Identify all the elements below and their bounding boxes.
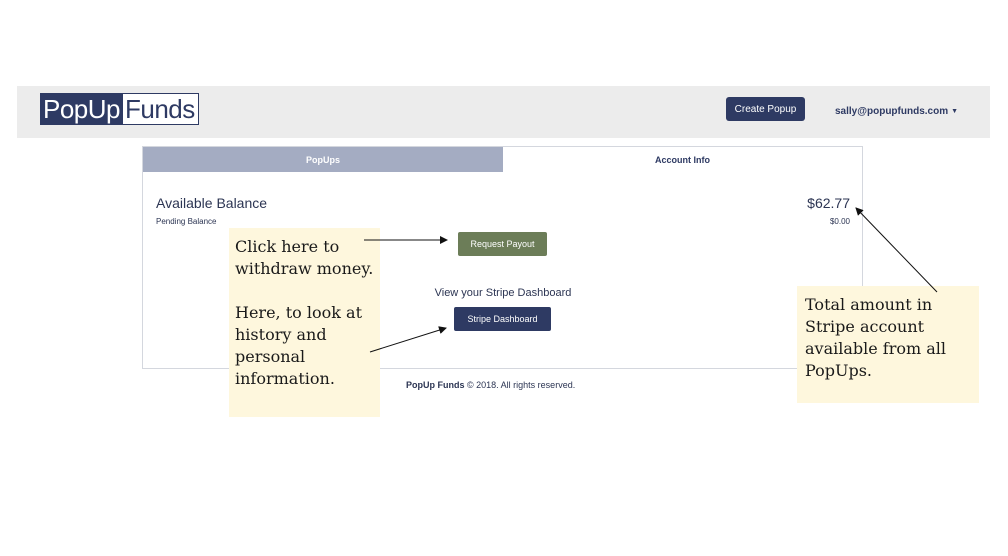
logo-text-right: Funds	[123, 94, 198, 124]
stripe-dashboard-button[interactable]: Stripe Dashboard	[454, 307, 551, 331]
logo-text-left: PopUp	[41, 94, 123, 124]
user-menu-dropdown[interactable]	[835, 104, 958, 118]
footer-copyright: © 2018. All rights reserved.	[467, 380, 576, 390]
annotation-note-left	[229, 228, 380, 417]
annotation-note-right: Total amount in Stripe account available from all PopUps.	[797, 286, 979, 403]
available-balance-amount: $62.77	[807, 195, 850, 211]
stripe-dashboard-heading: View your Stripe Dashboard	[434, 287, 572, 299]
tab-popups[interactable]: PopUps	[143, 147, 503, 172]
user-email: sally@popupfunds.com	[835, 105, 949, 117]
annotation-stripe-text: Here, to look at history and personal information.	[235, 303, 362, 388]
arrow-to-balance	[856, 208, 937, 292]
top-navbar	[17, 86, 990, 138]
page-footer	[406, 380, 575, 390]
available-balance-label: Available Balance	[156, 195, 268, 211]
footer-brand: PopUp Funds	[406, 380, 465, 390]
annotation-payout-text: Click here to withdraw money.	[235, 237, 374, 278]
chevron-down-icon: ▼	[951, 107, 959, 115]
create-popup-button[interactable]: Create Popup	[726, 97, 805, 121]
tab-bar	[143, 147, 862, 172]
request-payout-button[interactable]: Request Payout	[458, 232, 547, 256]
popupfunds-logo[interactable]	[40, 93, 199, 125]
pending-balance-amount: $0.00	[829, 217, 850, 226]
pending-balance-label: Pending Balance	[156, 217, 217, 226]
tab-account-info[interactable]: Account Info	[503, 147, 862, 172]
